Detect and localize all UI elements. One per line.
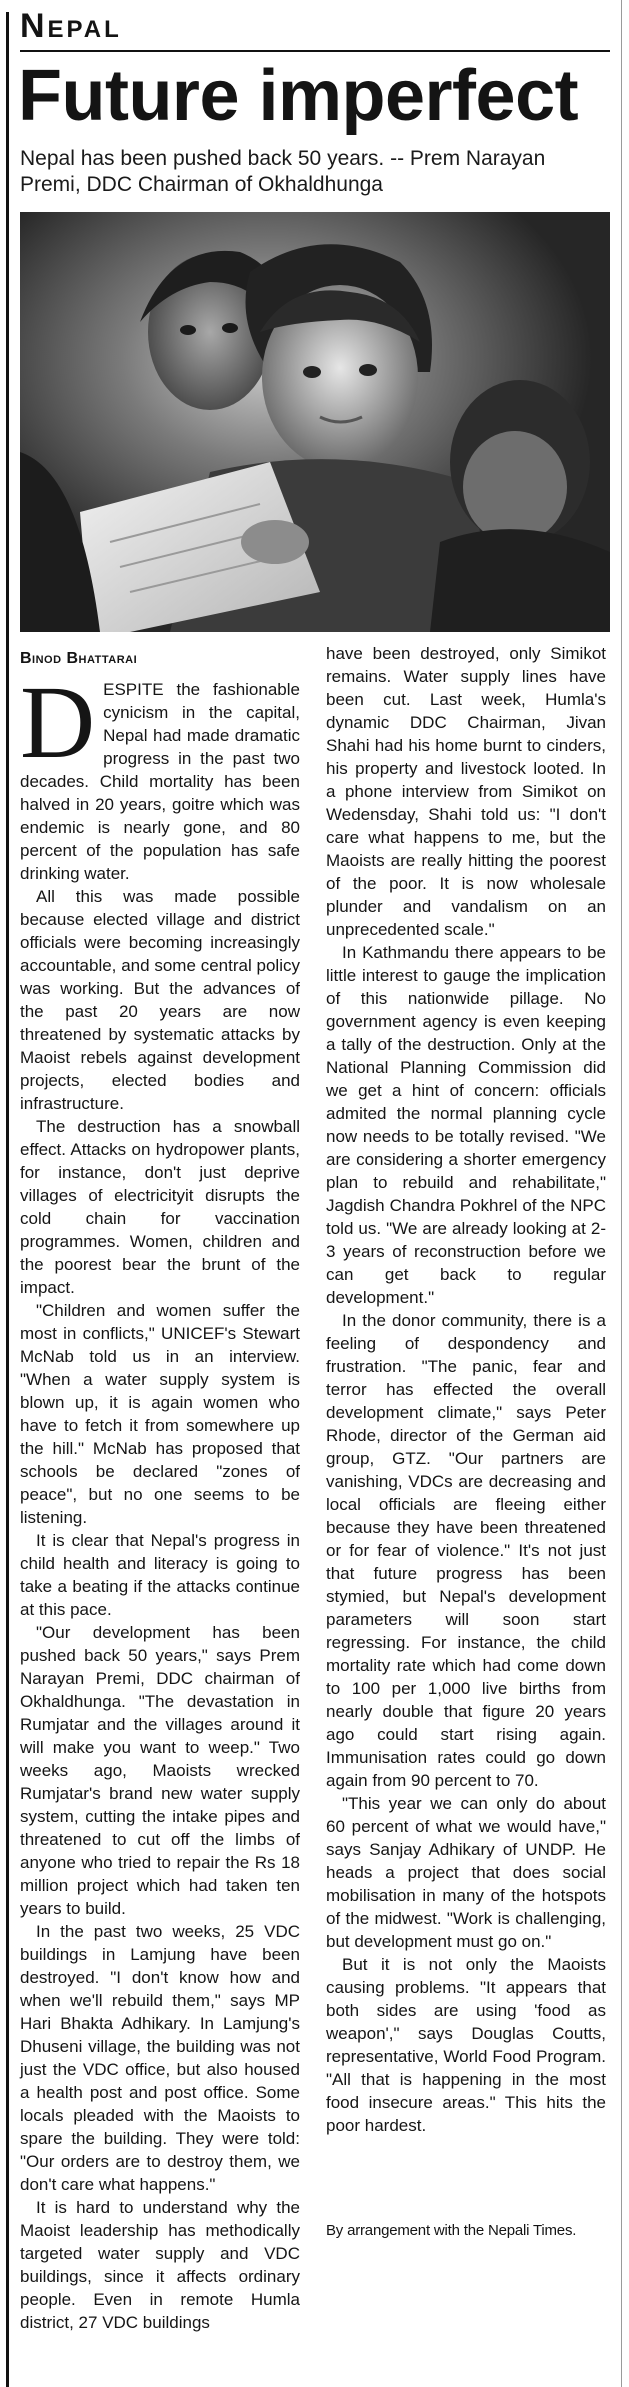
- deck-quote: Nepal has been pushed back 50 years. -- Prem Narayan Premi, DDC Chairman of Okhaldhunga: [20, 147, 546, 196]
- section-rule: [20, 50, 610, 52]
- article-paragraph: All this was made possible because elected village and district officials were becoming increasingly accountable, and some central policy was working. But the advances of the past 20 years are now threatened by systematic attacks by Maoist rebels against development projects, elected bodies and infrastructure.: [20, 887, 300, 1113]
- article-paragraph: It is hard to understand why the Maoist leadership has methodically targeted water supply and VDC buildings, since it affects ordinary people. Even in remote Humla district, 27 VDC buildings: [20, 2198, 300, 2332]
- article-paragraph: But it is not only the Maoists causing problems. "It appears that both sides are using 'food as weapon'," says Douglas Coutts, representative, World Food Program. "All that is happening in the most food insecure areas." This hits the poor hardest.: [326, 1955, 606, 2135]
- syndication-credit: By arrangement with the Nepali Times.: [326, 2222, 577, 2239]
- article-column-right: [326, 642, 606, 2137]
- right-frame-rule: [621, 0, 622, 2387]
- article-paragraph: In Kathmandu there appears to be little interest to gauge the implication of this nationwide pillage. No government agency is even keeping a tally of the destruction. Only at the National Planning Commission did we get a hint of concern: officials admited the normal planning cycle now needs to be totally revised. "We are considering a shorter emergency plan to rebuild and rehabilitate," Jagdish Chandra Pokhrel of the NPC told us. "We are already looking at 2-3 years of reconstruction before we can get back to regular development.": [326, 943, 606, 1307]
- drop-cap: D: [20, 665, 96, 780]
- article-paragraph: It is clear that Nepal's progress in child health and literacy is going to take a beating if the attacks continue at this pace.: [20, 1531, 300, 1619]
- article-column-left: [20, 665, 300, 2334]
- children-photo-icon: [20, 212, 610, 632]
- article-paragraph-continued: have been destroyed, only Simikot remains. Water supply lines have been cut. Last week, Humla's dynamic DDC Chairman, Jivan Shahi had his home burnt to cinders, his property and livestock looted. In a phone interview from Simikot on Wedensday, Shahi told us: "I don't care what happens to me, but the Maoists are really hitting the poorest of the poor. It is now wholesale plunder and vandalism on an unprecedented scale.": [326, 644, 606, 939]
- byline: Binod Bhattarai: [20, 650, 138, 667]
- lead-paragraph: [20, 665, 300, 885]
- left-frame-rule: [6, 12, 9, 2387]
- section-label: Nepal: [20, 7, 122, 45]
- article-paragraph: In the donor community, there is a feeling of despondency and frustration. "The panic, fear and terror has effected the overall development climate," says Peter Rhode, director of the German aid group, GTZ. "Our partners are vanishing, VDCs are decreasing and local officials are fleeing either because they have been threatened or for fear of violence." It's not just that future progress has been stymied, but Nepal's development parameters will soon start regressing. For instance, the child mortality rate which had come down to 100 per 1,000 live births from nearly double that figure 20 years ago could start rising again. Immunisation rates could go down again from 90 percent to 70.: [326, 1311, 606, 1790]
- article-paragraph: The destruction has a snowball effect. Attacks on hydropower plants, for instance, don't just deprive villages of electricityit disrupts the cold chain for vaccination programmes. Women, children and the poorest bear the brunt of the impact.: [20, 1117, 300, 1297]
- article-paragraph: "Our development has been pushed back 50 years," says Prem Narayan Premi, DDC chairman of Okhaldhunga. "The devastation in Rumjatar and the villages around it will make you want to weep." Two weeks ago, Maoists wrecked Rumjatar's brand new water supply system, cutting the intake pipes and threatened to cut off the limbs of anyone who tried to repair the Rs 18 million project which had taken ten years to build.: [20, 1623, 300, 1918]
- headline: Future imperfect: [18, 56, 579, 136]
- lead-text: ESPITE the fashionable cynicism in the capital, Nepal had made dramatic progress in the past two decades. Child mortality has been halved in 20 years, goitre which was endemic is nearly gone, and 80 percent of the population has safe drinking water.: [20, 680, 300, 883]
- article-photo: [20, 212, 610, 632]
- article-paragraph: "Children and women suffer the most in conflicts," UNICEF's Stewart McNab told us in an interview. "When a water supply system is blown up, it is again women who have to fetch it from somewhere up the hill." McNab has proposed that schools be declared "zones of peace", but no one seems to be listening.: [20, 1301, 300, 1527]
- article-paragraph: "This year we can only do about 60 percent of what we would have," says Sanjay Adhikary of UNDP. He heads a project that does social mobilisation in many of the hotspots of the midwest. "Work is challenging, but development must go on.": [326, 1794, 606, 1951]
- article-paragraph: In the past two weeks, 25 VDC buildings in Lamjung have been destroyed. "I don't know how and when we'll rebuild them," says MP Hari Bhakta Adhikary. In Lamjung's Dhuseni village, the building was not just the VDC office, but also housed a health post and post office. Some locals pleaded with the Maoists to spare the building. They were told: "Our orders are to destroy them, we don't care what happens.": [20, 1922, 300, 2194]
